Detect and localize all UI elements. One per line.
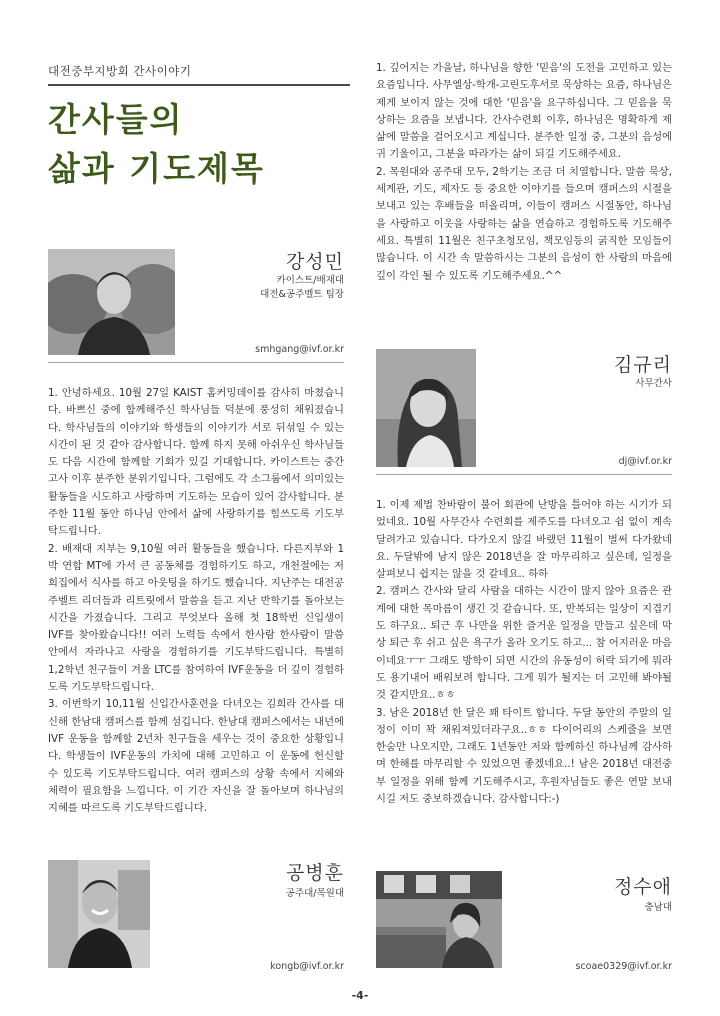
prayer-text-kong: 1. 깊어지는 가을날, 하나님을 향한 '믿음'의 도전을 고민하고 있는 요즘입니다. 사무엘상-학개-고린도후서로 묵상하는 요즘, 하나님은 제게 보이지 않는 것에 대한 '믿음'을 요구하십니다. 그 믿음을 묵상하는 요즘을 보냅니다. 간사수련회 이후, 하나님은 명확하게 제 삶에 말씀을 걸어오시고 계십니다. 분주한 일정 중, 그분의 음성에 귀 기울이고, 그분을 따라가는 삶이 되길 기도해주세요. 2. 목원대와 공주대 모두, 2학기는 조금 더 치열합니다. 말씀 묵상, 세계관, 기도, 제자도 등 중요한 이야기를 들으며 캠퍼스의 시절을 보내고 있는 후배들을 떠올리며, 이들이 캠퍼스 시절동안, 하나님을 사랑하고 이웃을 사랑하는 삶을 연습하고 경험하도록 기도해주세요. 특별히 11월은 친구초청모임, 책모임등의 굵직한 모임들이 많습니다. 이 시간 속 말씀하시는 그분의 음성이 한 사람의 마음에 깊이 각인 될 수 있도록 기도해주세요.^^ <box>376 62 672 282</box>
person-name-kong: 공병훈 <box>285 862 344 884</box>
person-affiliation-kim: 사무간사 <box>635 378 672 389</box>
person-name-kim: 김규리 <box>613 354 672 376</box>
person-affiliation-jeong: 충남대 <box>644 902 672 913</box>
section-label: 대전중부지방회 간사이야기 <box>48 64 192 78</box>
page-title-line1: 간사들의 <box>48 100 184 139</box>
profile-photo-kong <box>48 860 150 968</box>
page-title-line2: 삶과 기도제목 <box>48 149 265 188</box>
profile-photo-kim <box>376 349 476 467</box>
profile-photo-jeong <box>376 871 502 968</box>
profile-photo-kang <box>48 249 175 355</box>
person-affiliation-kong: 공주대/목원대 <box>285 888 344 899</box>
prayer-text-kim: 1. 이제 제법 찬바람이 불어 회관에 난방을 틀어야 하는 시기가 되었네요. 10월 사무간사 수련회를 제주도를 다녀오고 쉼 없이 계속 달려가고 있습니다. 다가오지 않길 바랬던 11월이 벌써 다가왔네요. 두달밖에 남지 않은 2018년을 잘 마무리하고 싶은데, 일정을 살펴보니 쉽지는 않을 것 같네요.. 하하 2. 캠퍼스 간사와 달리 사람을 대하는 시간이 많지 않아 요즘은 관계에 대한 목마름이 생긴 것 같습니다. 또, 반복되는 일상이 지겹기도 하구요.. 퇴근 후 나만을 위한 즐거운 일정을 만들고 싶은데 막상 퇴근 후 쉬고 싶은 욕구가 올라 오기도 하고... 참 어지러운 마음이네요ㅜㅜ 그래도 방학이 되면 시간의 유동성이 허락 되기에 뭐라도 용기내어 배워보려 합니다. 그게 뭐가 될지는 더 고민해 봐야될 것 같지만요..ㅎㅎ 3. 남은 2018년 한 달은 꽤 타이트 합니다. 두달 동안의 주말의 일정이 이미 꽉 채워져있더라구요..ㅎㅎ 다이어리의 스케줄을 보면 한숨만 나오지만, 그래도 1년동안 저와 함께하신 하나님께 감사하며 한해를 마무리할 수 있었으면 좋겠네요..! 남은 2018년 대전중부 일정을 위해 함께 기도해주시고, 후원자님들도 좋은 연말 보내시길 저도 중보하겠습니다. 감사합니다:-) <box>376 499 672 806</box>
prayer-text-kang: 1. 안녕하세요. 10월 27일 KAIST 홈커밍데이를 감사히 마쳤습니다. 바쁘신 중에 함께해주신 학사님들 덕분에 풍성히 채워졌습니다. 학사님들의 이야기와 학생들의 이야기가 서로 뒤섞일 수 있는 시간이 된 것 같아 감사합니다. 함께 하지 못해 아쉬우신 학사님들도 다음 시간에 함께할 기회가 있길 기대합니다. 카이스트는 중간고사 이후 분주한 분위기입니다. 그럼에도 각 소그룹에서 의미있는 활동들을 시도하고 사랑하며 기도하는 모습이 있어 감사합니다. 분주한 11월 동안 하나님 안에서 삶에 사랑하기를 힘쓰도록 기도부탁드립니다. 2. 배재대 지부는 9,10월 여러 활동들을 했습니다. 다른지부와 1박 연합 MT에 가서 큰 공동체를 경험하기도 하고, 개천절에는 저희집에서 식사를 하고 아웃팅을 하기도 했습니다. 지난주는 대전공주벨트 리더들과 리트릿에서 말씀을 듣고 지난 반학기를 돌아보는 시간을 가졌습니다. 그리고 무엇보다 올해 첫 18학번 신입생이 IVF를 찾아왔습니다!! 여러 노력들 속에서 한사람 한사람이 말씀 안에서 자라나고 사랑을 경험하기를 기도부탁드립니다. 특별히 1,2학년 친구들이 겨울 LTC를 참여하여 IVF운동을 더 깊이 경험하도록 기도부탁드립니다. 3. 이번학기 10,11월 신입간사훈련을 다녀오는 김희라 간사를 대신해 한남대 캠퍼스를 함께 섬깁니다. 한남대 캠퍼스에서는 내년에 IVF 운동을 함께할 2년차 친구들을 세우는 것이 중요한 상황입니다. 학생들이 IVF운동의 가치에 대해 고민하고 이 운동에 헌신할 수 있도록 기도부탁드립니다. 여러 캠퍼스의 상황 속에서 지혜와 체력이 필요함을 느낍니다. 이 기간 자신을 잘 돌아보며 하나님의 지혜를 따르도록 기도부탁드립니다. <box>48 387 344 815</box>
person-name-kang: 강성민 <box>285 251 344 273</box>
person-email-kim: dj@ivf.or.kr <box>618 456 672 467</box>
person-email-kang: smhgang@ivf.or.kr <box>255 344 344 355</box>
person-email-kong: kongb@ivf.or.kr <box>270 961 344 972</box>
page-number: -4- <box>351 989 369 1002</box>
divider-kang <box>48 362 344 363</box>
divider-kim <box>376 474 672 475</box>
header-rule <box>48 84 350 86</box>
person-affiliation-kang: 카이스트/배재대 대전&공주벨트 팀장 <box>260 275 344 300</box>
person-email-jeong: scoae0329@ivf.or.kr <box>575 961 672 972</box>
person-name-jeong: 정수애 <box>613 876 672 898</box>
